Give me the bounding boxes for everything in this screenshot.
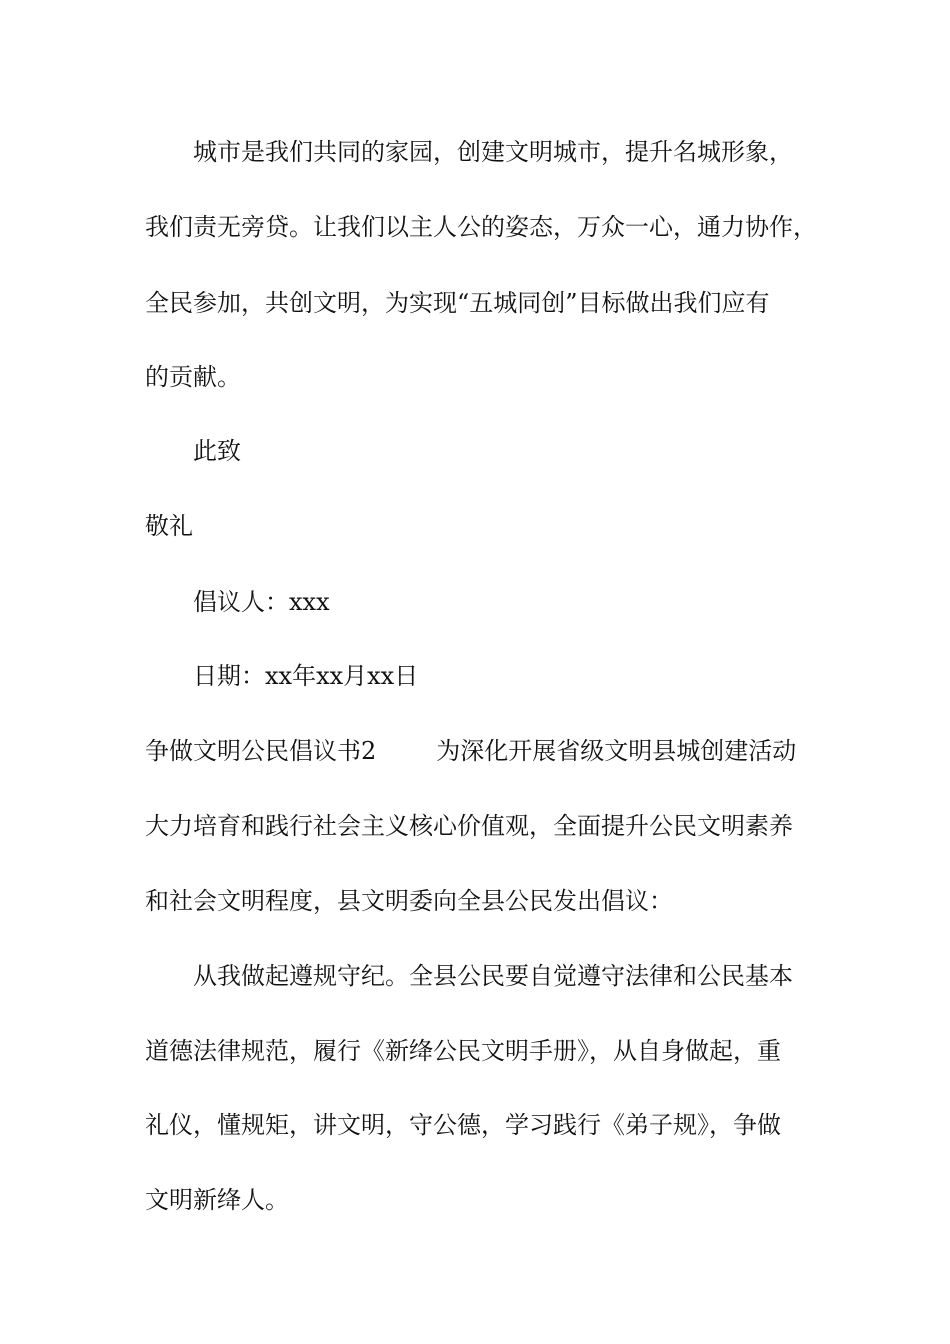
paragraph-line: 道德法律规范，履行《新绛公民文明手册》，从自身做起，重: [145, 1037, 781, 1065]
paragraph-line: 文明新绛人。: [145, 1186, 289, 1214]
paragraph-line: 礼仪，懂规矩，讲文明，守公德，学习践行《弟子规》，争做: [145, 1111, 781, 1139]
closing-regards: 敬礼: [145, 512, 193, 540]
paragraph-line: 和社会文明程度，县文明委向全县公民发出倡议：: [145, 887, 673, 915]
paragraph-line: 从我做起遵规守纪。全县公民要自觉遵守法律和公民基本: [193, 962, 793, 990]
closing-salutation: 此致: [193, 437, 241, 465]
date-line: 日期：xx年xx月xx日: [193, 662, 419, 690]
paragraph-line: 大力培育和践行社会主义核心价值观，全面提升公民文明素养: [145, 812, 793, 840]
paragraph-line: 全民参加，共创文明，为实现“五城同创”目标做出我们应有: [145, 289, 770, 317]
section-heading-line: [145, 736, 796, 766]
paragraph-line: 的贡献。: [145, 363, 241, 391]
section-title: 争做文明公民倡议书2: [145, 737, 377, 765]
initiator-line: 倡议人：xxx: [193, 588, 330, 616]
paragraph-text: 为深化开展省级文明县城创建活动: [436, 737, 797, 765]
paragraph-line: 城市是我们共同的家园，创建文明城市，提升名城形象，: [193, 138, 793, 166]
paragraph-line: 我们责无旁贷。让我们以主人公的姿态，万众一心，通力协作，: [145, 213, 817, 241]
